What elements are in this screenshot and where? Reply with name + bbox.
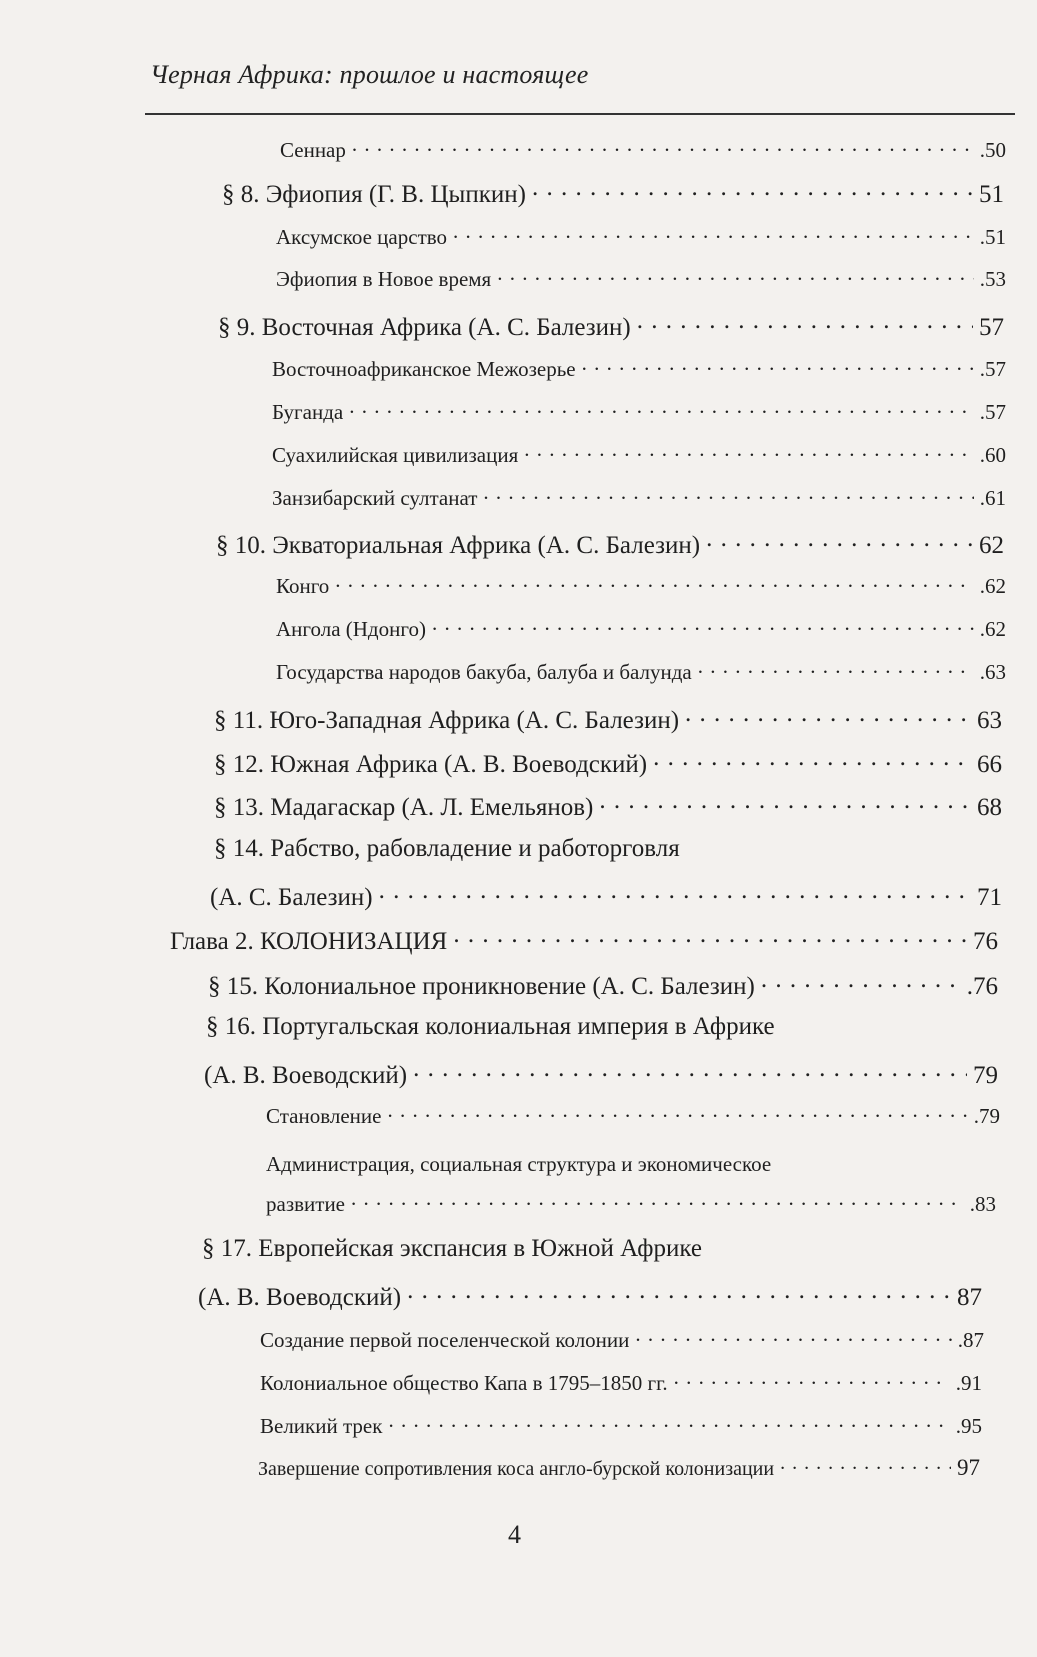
toc-entry-label: Создание первой поселенческой колонии: [260, 1328, 630, 1352]
toc-entry-page: 62: [979, 532, 1004, 559]
toc-entry-page: 71: [977, 884, 1002, 911]
toc-entry-label: (А. В. Воеводский): [204, 1062, 408, 1089]
toc-entry-label: Колониальное общество Капа в 1795–1850 гг.: [260, 1371, 668, 1395]
toc-entry-administration-title: Администрация, социальная структура и экономическое: [266, 1152, 772, 1176]
dot-leader: [352, 136, 974, 157]
dot-leader: [706, 528, 973, 553]
dot-leader: [599, 790, 971, 815]
toc-entry-label: Аксумское царство: [276, 225, 448, 249]
dot-leader: [483, 484, 973, 505]
toc-entry-section-17: [198, 1280, 982, 1312]
toc-entry-section-14: [210, 880, 1002, 912]
toc-entry-label: Сеннар: [280, 138, 346, 162]
toc-entry-zanzibar: [272, 484, 1006, 511]
toc-entry-formation: [266, 1102, 1000, 1129]
toc-entry-page: 87: [957, 1284, 982, 1311]
toc-entry-great-trek: [260, 1412, 982, 1439]
dot-leader: [635, 1326, 951, 1347]
toc-entry-label: Становление: [266, 1104, 382, 1128]
toc-entry-label: (А. С. Балезин): [210, 884, 373, 911]
toc-entry-interlacustrine: [272, 355, 1006, 382]
toc-entry-chapter-2: [170, 924, 998, 956]
toc-entry-section-16-title: § 16. Португальская колониальная империя в Африке: [206, 1013, 775, 1040]
toc-entry-section-14-title: § 14. Рабство, рабовладение и работорговля: [214, 835, 680, 862]
dot-leader: [388, 1412, 949, 1433]
toc-entry-section-16: [204, 1058, 998, 1090]
toc-entry-page: .87: [957, 1328, 984, 1352]
toc-entry-label: Великий трек: [260, 1414, 383, 1438]
toc-entry-section-12: [214, 747, 1002, 779]
dot-leader: [453, 924, 967, 949]
toc-entry-section-11: [214, 703, 1002, 735]
toc-entry-page: 97: [957, 1455, 980, 1480]
running-head: Черная Африка: прошлое и настоящее: [150, 60, 589, 89]
toc-entry-label: Занзибарский султанат: [272, 486, 478, 510]
dot-leader: [407, 1280, 951, 1305]
toc-entry-page: .50: [979, 138, 1006, 162]
dot-leader: [532, 177, 973, 202]
dot-leader: [387, 1102, 967, 1123]
toc-entry-page: .62: [979, 574, 1006, 598]
toc-entry-page: .76: [966, 973, 998, 1000]
toc-entry-page: .51: [979, 225, 1006, 249]
toc-entry-ethiopia-modern: [276, 265, 1006, 292]
toc-entry-page: .62: [979, 617, 1006, 641]
toc-entry-page: 79: [973, 1062, 998, 1089]
toc-entry-label: § 10. Экваториальная Африка (А. С. Балезин): [216, 532, 701, 559]
toc-entry-label: Буганда: [272, 400, 344, 424]
dot-leader: [524, 441, 973, 462]
dot-leader: [413, 1058, 967, 1083]
toc-entry-label: Эфиопия в Новое время: [276, 267, 492, 291]
toc-entry-page: .61: [979, 486, 1006, 510]
dot-leader: [351, 1190, 964, 1211]
toc-entry-buganda: [272, 398, 1006, 425]
toc-entry-page: .60: [979, 443, 1006, 467]
toc-entry-label: развитие: [266, 1192, 346, 1216]
toc-entry-section-9: [218, 310, 1004, 342]
toc-entry-page: .53: [979, 267, 1006, 291]
toc-entry-label: Ангола (Ндонго): [276, 617, 426, 641]
toc-entry-page: .63: [979, 660, 1006, 684]
toc-entry-section-8: [222, 177, 1004, 209]
dot-leader: [497, 265, 974, 286]
toc-entry-aksum: [276, 223, 1006, 250]
toc-entry-page: .83: [969, 1192, 996, 1216]
dot-leader: [761, 969, 961, 994]
toc-entry-page: 76: [973, 928, 998, 955]
dot-leader: [685, 703, 971, 728]
dot-leader: [674, 1369, 950, 1390]
toc-entry-page: 63: [977, 707, 1002, 734]
toc-entry-sennar: [280, 136, 1006, 163]
toc-entry-administration: [266, 1190, 996, 1217]
toc-entry-label: Суахилийская цивилизация: [272, 443, 519, 467]
dot-leader: [637, 310, 973, 335]
toc-entry-kuba-luba-lunda: [276, 658, 1006, 685]
toc-entry-page: 57: [979, 314, 1004, 341]
toc-entry-page: 51: [979, 181, 1004, 208]
dot-leader: [349, 398, 974, 419]
dot-leader: [432, 615, 974, 636]
toc-entry-page: .95: [955, 1414, 982, 1438]
dot-leader: [582, 355, 974, 376]
toc-entry-angola: [276, 615, 1006, 642]
toc-entry-kongo: [276, 572, 1006, 599]
toc-entry-cape-society: [260, 1369, 982, 1396]
dot-leader: [698, 658, 974, 679]
toc-entry-label: Государства народов бакуба, балуба и балунда: [276, 660, 692, 684]
dot-leader: [335, 572, 973, 593]
page-number: 4: [508, 1520, 521, 1549]
toc-entry-page: 66: [977, 751, 1002, 778]
toc-entry-label: § 15. Колониальное проникновение (А. С. Балезин): [208, 973, 755, 1000]
dot-leader: [780, 1455, 951, 1475]
toc-entry-label: (А. В. Воеводский): [198, 1284, 402, 1311]
toc-entry-label: § 9. Восточная Африка (А. С. Балезин): [218, 314, 631, 341]
toc-entry-swahili: [272, 441, 1006, 468]
toc-entry-label: § 13. Мадагаскар (А. Л. Емельянов): [214, 794, 594, 821]
toc-entry-section-13: [214, 790, 1002, 822]
toc-entry-label: Завершение сопротивления коса англо-бурской колонизации: [258, 1458, 775, 1480]
toc-entry-section-10: [216, 528, 1004, 560]
toc-entry-label: Конго: [276, 574, 330, 598]
toc-entry-first-colony: [260, 1326, 984, 1353]
toc-entry-label: § 8. Эфиопия (Г. В. Цыпкин): [222, 181, 526, 208]
toc-entry-xhosa-resistance: [258, 1455, 980, 1481]
dot-leader: [453, 223, 974, 244]
dot-leader: [653, 747, 971, 772]
toc-entry-page: .79: [973, 1104, 1000, 1128]
toc-entry-section-17-title: § 17. Европейская экспансия в Южной Африке: [202, 1235, 702, 1262]
toc-entry-label: Глава 2. КОЛОНИЗАЦИЯ: [170, 928, 448, 955]
toc-entry-section-15: [208, 969, 998, 1001]
dot-leader: [379, 880, 971, 905]
toc-entry-page: 68: [977, 794, 1002, 821]
toc-entry-page: .57: [979, 357, 1006, 381]
toc-entry-page: .57: [979, 400, 1006, 424]
toc-entry-label: Восточноафриканское Межозерье: [272, 357, 576, 381]
toc-entry-label: § 11. Юго-Западная Африка (А. С. Балезин): [214, 707, 680, 734]
toc-entry-page: .91: [955, 1371, 982, 1395]
toc-entry-label: § 12. Южная Африка (А. В. Воеводский): [214, 751, 648, 778]
